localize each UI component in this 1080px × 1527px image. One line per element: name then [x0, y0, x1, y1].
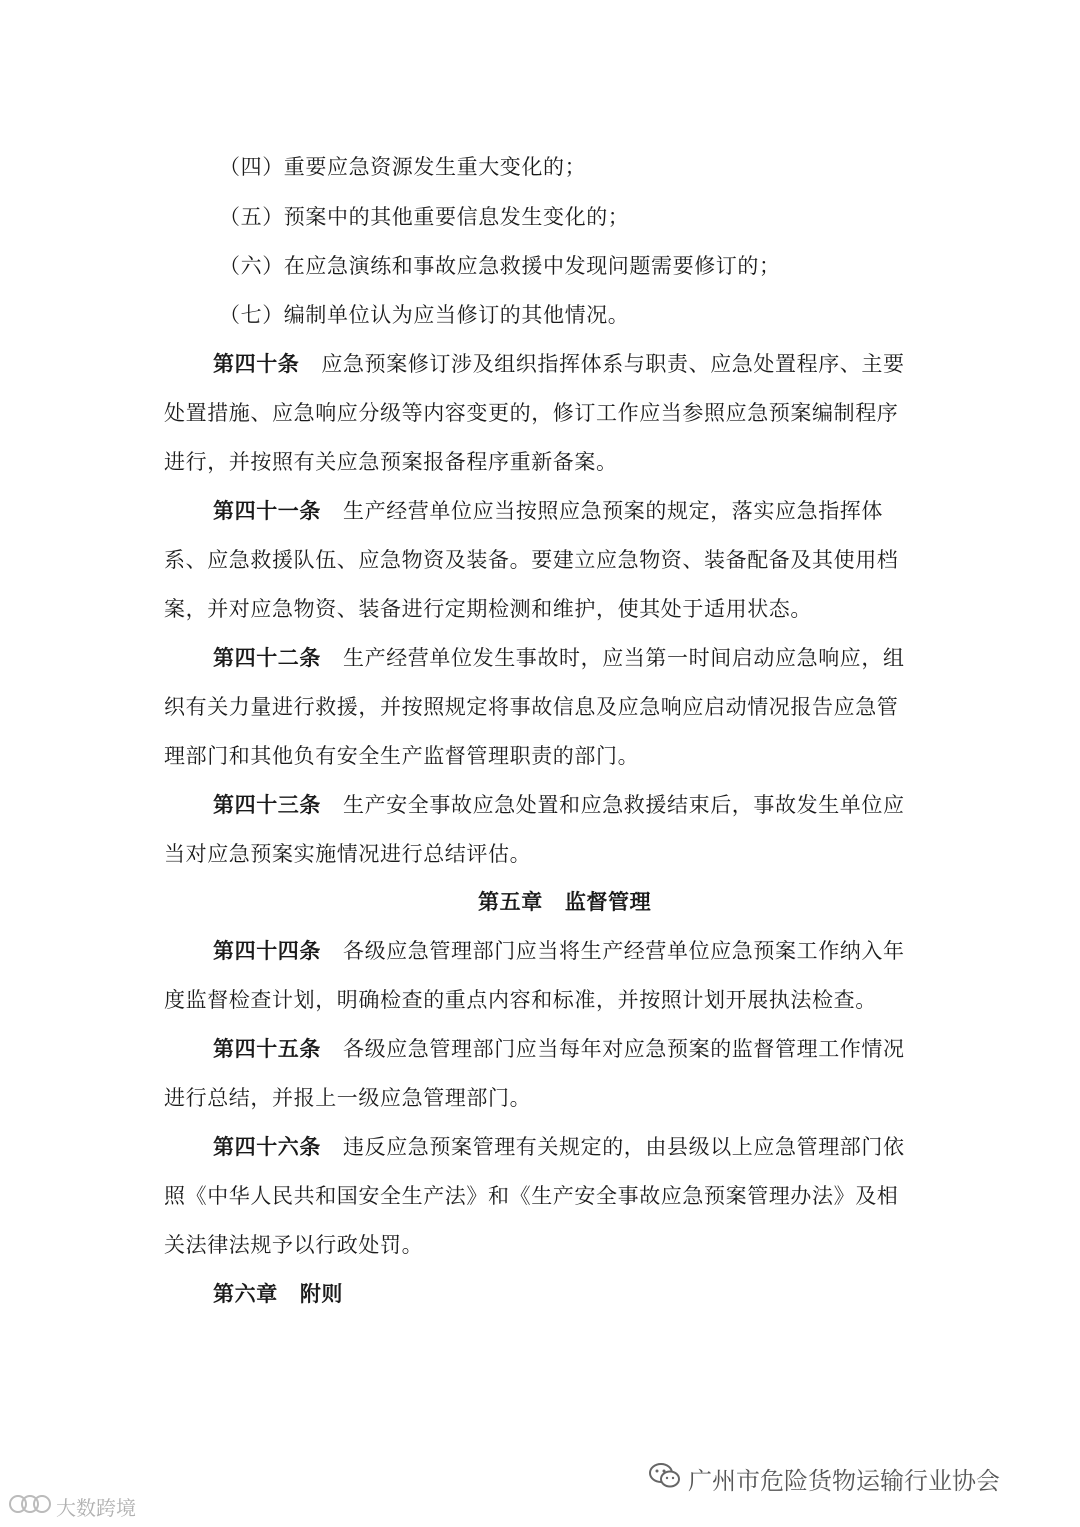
article-43-line-2: 当对应急预案实施情况进行总结评估。	[164, 842, 532, 866]
platform-watermark	[8, 1493, 136, 1522]
article-42-line-1: 第四十二条 生产经营单位发生事故时，应当第一时间启动应急响应，组	[213, 645, 905, 670]
article-45-line-1: 第四十五条 各级应急管理部门应当每年对应急预案的监督管理工作情况	[213, 1036, 905, 1061]
article-41-line-2: 系、应急救援队伍、应急物资及装备。要建立应急物资、装备配备及其使用档	[164, 548, 899, 572]
article-46-line-2: 照《中华人民共和国安全生产法》和《生产安全事故应急预案管理办法》及相	[164, 1184, 899, 1208]
article-46-line-1: 第四十六条 违反应急预案管理有关规定的，由县级以上应急管理部门依	[213, 1134, 905, 1159]
article-40-line-2: 处置措施、应急响应分级等内容变更的，修订工作应当参照应急预案编制程序	[164, 401, 899, 425]
article-41-line-1: 第四十一条 生产经营单位应当按照应急预案的规定，落实应急指挥体	[213, 498, 883, 523]
article-41-title: 第四十一条	[213, 498, 321, 523]
list-item-6: （六）在应急演练和事故应急救援中发现问题需要修订的；	[219, 254, 781, 278]
article-44-title: 第四十四条	[213, 938, 321, 963]
list-item-7: （七）编制单位认为应当修订的其他情况。	[219, 303, 630, 327]
article-40-title: 第四十条	[213, 351, 300, 376]
article-42-line-3: 理部门和其他负有安全生产监督管理职责的部门。	[164, 744, 640, 768]
article-43-title: 第四十三条	[213, 792, 321, 817]
chapter-5-heading: 第五章 监督管理	[478, 889, 652, 914]
list-item-4: （四）重要应急资源发生重大变化的；	[219, 155, 587, 179]
article-45-title: 第四十五条	[213, 1036, 321, 1061]
watermark-platform-name: 大数跨境	[56, 1495, 136, 1520]
article-40-line-1: 第四十条 应急预案修订涉及组织指挥体系与职责、应急处置程序、主要	[213, 351, 905, 376]
list-item-5: （五）预案中的其他重要信息发生变化的；	[219, 205, 630, 229]
article-41-line-3: 案，并对应急物资、装备进行定期检测和维护，使其处于适用状态。	[164, 597, 812, 621]
wechat-watermark	[648, 1461, 1000, 1500]
article-40-line-3: 进行，并按照有关应急预案报备程序重新备案。	[164, 450, 618, 474]
article-43-line-1: 第四十三条 生产安全事故应急处置和应急救援结束后，事故发生单位应	[213, 792, 905, 817]
article-42-line-2: 织有关力量进行救援，并按照规定将事故信息及应急响应启动情况报告应急管	[164, 695, 899, 719]
article-44-line-2: 度监督检查计划，明确检查的重点内容和标准，并按照计划开展执法检查。	[164, 988, 877, 1012]
article-45-line-2: 进行总结，并报上一级应急管理部门。	[164, 1086, 532, 1110]
article-44-line-1: 第四十四条 各级应急管理部门应当将生产经营单位应急预案工作纳入年	[213, 938, 905, 963]
article-42-title: 第四十二条	[213, 645, 321, 670]
watermark-association-name: 广州市危险货物运输行业协会	[688, 1466, 1000, 1495]
wechat-icon	[648, 1461, 682, 1500]
article-46-title: 第四十六条	[213, 1134, 321, 1159]
chapter-6-heading: 第六章 附则	[213, 1281, 344, 1306]
platform-logo-icon	[8, 1493, 52, 1522]
article-46-line-3: 关法律法规予以行政处罚。	[164, 1233, 424, 1257]
